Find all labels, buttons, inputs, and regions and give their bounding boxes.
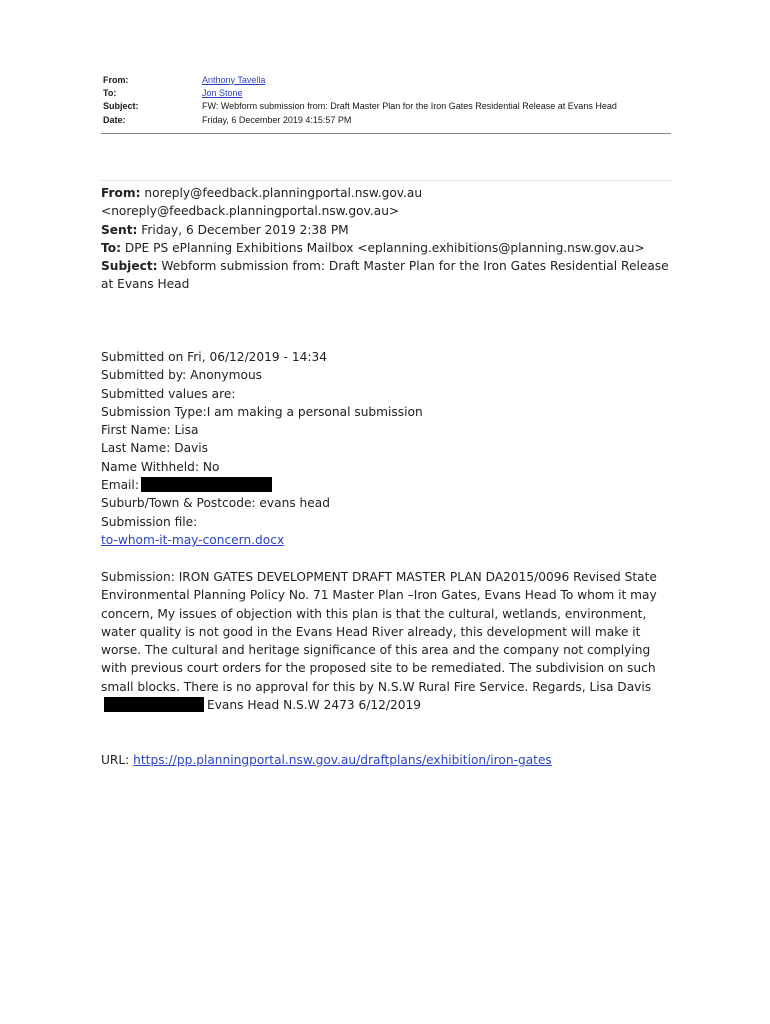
fwd-from-label: From: — [101, 186, 141, 200]
url-line — [101, 751, 676, 769]
email-header — [103, 74, 671, 127]
email-label: Email: — [101, 478, 139, 493]
fwd-to-label: To: — [101, 240, 121, 255]
header-to-row — [103, 87, 671, 100]
file-label: Submission file: — [101, 514, 198, 529]
email-line — [101, 476, 676, 494]
header-divider — [101, 133, 671, 134]
header-from-row — [103, 74, 671, 87]
last-name: Last Name: Davis — [101, 441, 208, 456]
fwd-sent-line — [101, 221, 676, 239]
submitted-by: Submitted by: Anonymous — [101, 368, 263, 383]
header-from-link[interactable]: Anthony Tavella — [202, 75, 266, 85]
url-label: URL: — [101, 753, 130, 767]
email-redaction — [141, 477, 272, 492]
header-date-value: Friday, 6 December 2019 4:15:57 PM — [202, 114, 352, 125]
header-subject-label: Subject: — [103, 101, 139, 112]
fwd-sent-value: Friday, 6 December 2019 2:38 PM — [141, 222, 349, 237]
header-date-row — [103, 114, 671, 127]
header-subject-value: FW: Webform submission from: Draft Master Plan for the Iron Gates Residential Release at Evans Head — [202, 101, 617, 112]
forward-divider — [101, 180, 671, 181]
submission-file-link[interactable]: to-whom-it-may-concern.docx — [101, 532, 285, 547]
fwd-subject-label: Subject: — [101, 259, 158, 274]
submission-text: Submission: IRON GATES DEVELOPMENT DRAFT MASTER PLAN DA2015/0096 Revised State Environmental Planning Policy No. 71 Master Plan –Iron Gates, Evans Head To whom it may concern, My issues of objection with this plan is that the cultural, wetlands, environment, water quality is not good in the Evans Head River already, this development will make it worse. The cultural and heritage significance of this area and the company not complying with previous court orders for the proposed site to be remediated. The subdivision on such small blocks. There is no approval for this by N.S.W Rural Fire Service. Regards, Lisa Davis — [101, 570, 657, 694]
first-name: First Name: Lisa — [101, 423, 199, 438]
submission-text-end: Evans Head N.S.W 2473 6/12/2019 — [207, 698, 421, 713]
fwd-subject-value: Webform submission from: Draft Master Plan for the Iron Gates Residential Release at Evans Head — [101, 259, 669, 292]
fwd-from-line-2: <noreply@feedback.planningportal.nsw.gov.au> — [101, 204, 400, 219]
fwd-from-line — [101, 184, 676, 202]
fwd-sent-label: Sent: — [101, 222, 138, 237]
header-from-label: From: — [103, 75, 129, 85]
submitted-on: Submitted on Fri, 06/12/2019 - 14:34 — [101, 350, 327, 364]
exhibition-url-link[interactable]: https://pp.planningportal.nsw.gov.au/draftplans/exhibition/iron-gates — [133, 753, 552, 767]
fwd-from-value: noreply@feedback.planningportal.nsw.gov.au — [144, 186, 423, 200]
submission-paragraph — [101, 568, 676, 714]
forwarded-header — [101, 184, 676, 294]
submission-values — [101, 348, 676, 549]
fwd-to-line — [101, 239, 676, 257]
header-to-link[interactable]: Jon Stone — [202, 88, 243, 99]
values-intro: Submitted values are: — [101, 386, 236, 401]
file-link-line — [101, 531, 676, 549]
submission-type: Submission Type:I am making a personal submission — [101, 404, 423, 419]
suburb-line: Suburb/Town & Postcode: evans head — [101, 496, 330, 511]
name-withheld: Name Withheld: No — [101, 459, 220, 474]
fwd-subject-line — [101, 257, 676, 294]
header-subject-row — [103, 100, 671, 113]
header-date-label: Date: — [103, 114, 126, 125]
signature-redaction — [104, 697, 204, 712]
fwd-to-value: DPE PS ePlanning Exhibitions Mailbox <eplanning.exhibitions@planning.nsw.gov.au> — [124, 240, 645, 255]
header-to-label: To: — [103, 88, 117, 99]
